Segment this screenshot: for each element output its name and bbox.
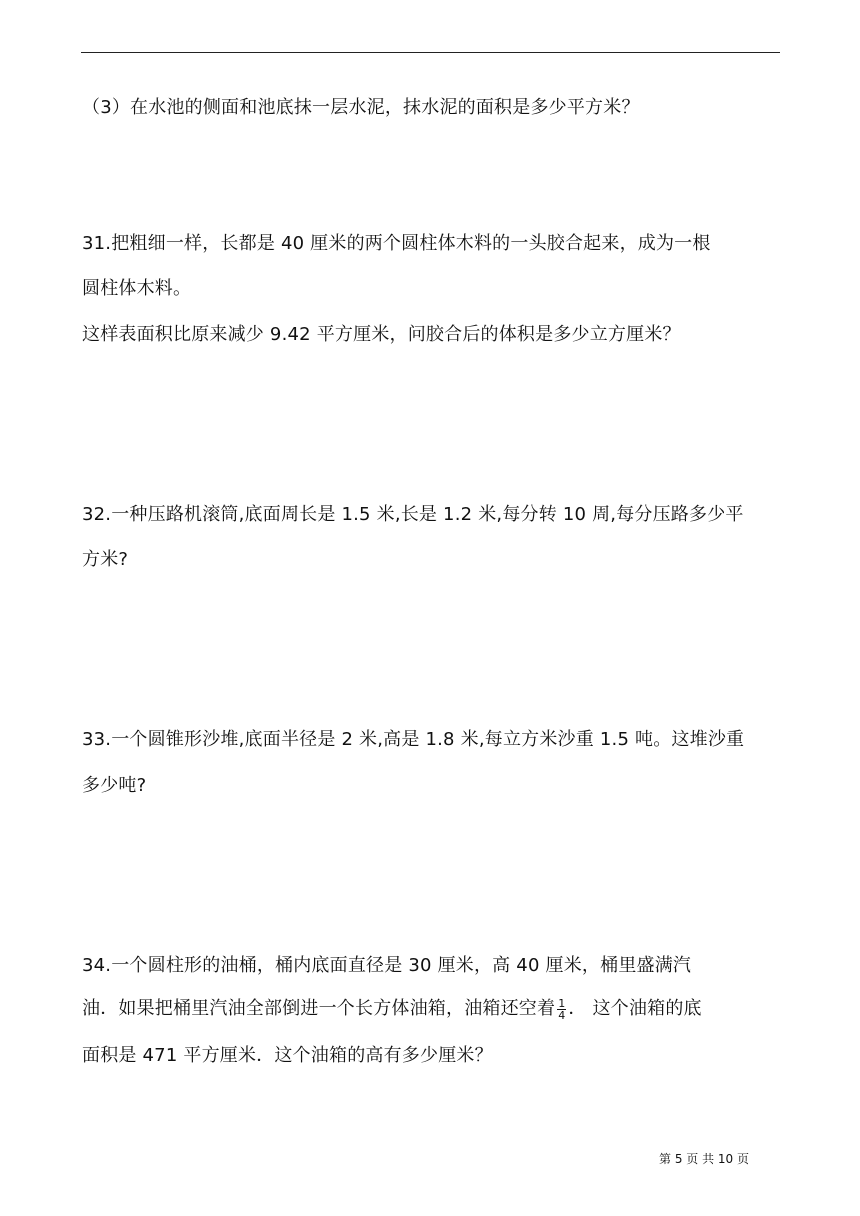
question-33-line-2: 多少吨?	[82, 775, 147, 796]
fraction-numerator: 1	[558, 996, 566, 1010]
question-32-line-1: 32.一种压路机滚筒,底面周长是 1.5 米,长是 1.2 米,每分转 10 周,每分压路多少平	[82, 504, 744, 525]
header-rule	[81, 52, 780, 53]
question-34-line-2-text: 油．如果把桶里汽油全部倒进一个长方体油箱，油箱还空着	[82, 998, 556, 1019]
question-32-line-2: 方米?	[82, 549, 129, 570]
question-31-line-1: 31.把粗细一样，长都是 40 厘米的两个圆柱体木料的一头胶合起来，成为一根	[82, 233, 711, 254]
question-31-line-3: 这样表面积比原来减少 9.42 平方厘米，问胶合后的体积是多少立方厘米？	[82, 324, 681, 345]
question-34-line-1: 34.一个圆柱形的油桶，桶内底面直径是 30 厘米，高 40 厘米，桶里盛满汽	[82, 955, 692, 976]
question-34-line-2-tail: ． 这个油箱的底	[568, 998, 702, 1019]
question-34-line-3: 面积是 471 平方厘米．这个油箱的高有多少厘米？	[82, 1045, 493, 1066]
question-3-sub: （3）在水池的侧面和池底抹一层水泥，抹水泥的面积是多少平方米？	[82, 97, 640, 118]
question-31-line-2: 圆柱体木料。	[82, 278, 192, 299]
fraction-one-quarter	[557, 998, 566, 1021]
fraction-denominator: 4	[558, 1008, 566, 1022]
question-33-line-1: 33.一个圆锥形沙堆,底面半径是 2 米,高是 1.8 米,每立方米沙重 1.5 吨。这堆沙重	[82, 729, 745, 750]
page-footer: 第 5 页 共 10 页	[659, 1152, 749, 1166]
question-34-line-2	[82, 994, 702, 1021]
